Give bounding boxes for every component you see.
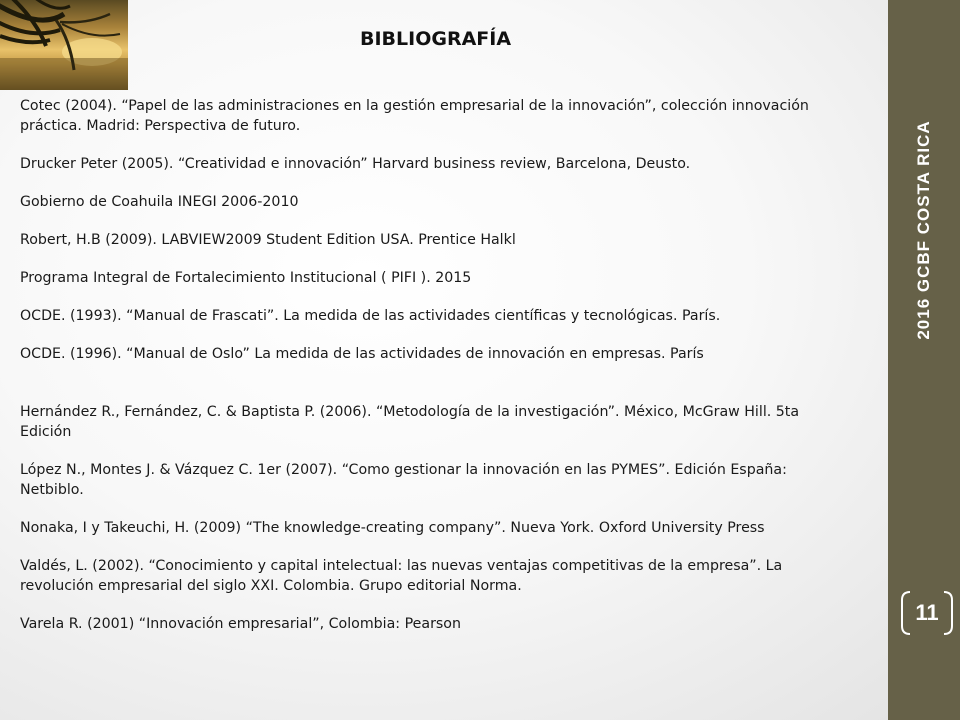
reference-item: Varela R. (2001) “Innovación empresarial”, Colombia: Pearson xyxy=(20,616,461,632)
sidebar-title: 2016 GCBF COSTA RICA xyxy=(914,120,933,340)
reference-item: Programa Integral de Fortalecimiento Institucional ( PIFI ). 2015 xyxy=(20,270,472,286)
page-number-box xyxy=(900,590,954,636)
slide-title: BIBLIOGRAFÍA xyxy=(360,28,512,50)
palm-tree-icon xyxy=(0,0,128,90)
reference-item: Cotec (2004). “Papel de las administraciones en la gestión empresarial de la innovación”, colección innovación práctica. Madrid: Perspectiva de futuro. xyxy=(20,98,809,134)
reference-item: Drucker Peter (2005). “Creatividad e innovación” Harvard business review, Barcelona, Deusto. xyxy=(20,156,691,172)
reference-list xyxy=(20,96,828,652)
page-number: 11 xyxy=(915,600,939,625)
reference-item: OCDE. (1993). “Manual de Frascati”. La medida de las actividades científicas y tecnológicas. París. xyxy=(20,308,721,324)
reference-item: Gobierno de Coahuila INEGI 2006-2010 xyxy=(20,194,299,210)
reference-item: Valdés, L. (2002). “Conocimiento y capital intelectual: las nuevas ventajas competitivas de la empresa”. La revolución empresarial del siglo XXI. Colombia. Grupo editorial Norma. xyxy=(20,558,783,594)
reference-item: Nonaka, I y Takeuchi, H. (2009) “The knowledge-creating company”. Nueva York. Oxford University Press xyxy=(20,520,765,536)
reference-item: OCDE. (1996). “Manual de Oslo” La medida de las actividades de innovación en empresas. París xyxy=(20,346,704,362)
palm-sunset-image xyxy=(0,0,128,90)
reference-item: Robert, H.B (2009). LABVIEW2009 Student Edition USA. Prentice Halkl xyxy=(20,232,516,248)
reference-item: Hernández R., Fernández, C. & Baptista P. (2006). “Metodología de la investigación”. México, McGraw Hill. 5ta Edición xyxy=(20,404,800,440)
reference-item: López N., Montes J. & Vázquez C. 1er (2007). “Como gestionar la innovación en las PYMES”. Edición España: Netbiblo. xyxy=(20,462,787,498)
